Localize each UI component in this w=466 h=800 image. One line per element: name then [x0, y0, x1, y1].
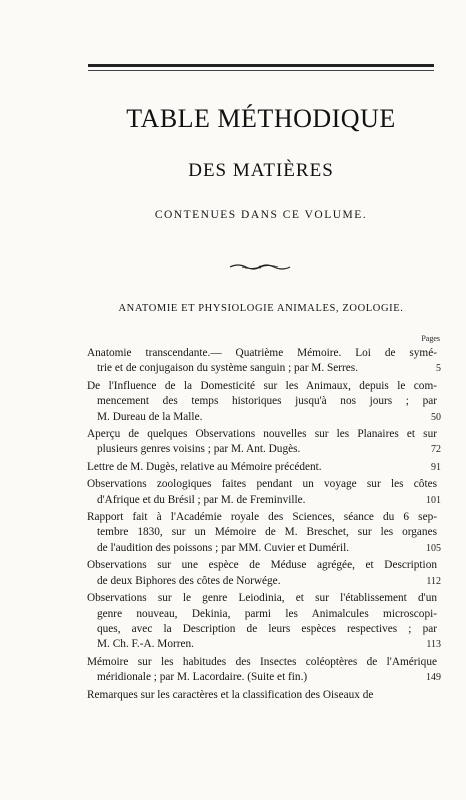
- toc-entry-line: mencement des temps historiques jusqu'à nos jours ; par: [97, 395, 437, 408]
- toc-entry: [87, 460, 441, 475]
- toc-entry-page-number: 113: [426, 639, 441, 651]
- toc-entry-line: méridionale ; par M. Lacordaire. (Suite et fin.): [97, 671, 308, 684]
- toc-entry: [87, 477, 441, 508]
- pages-column-label: Pages: [421, 334, 440, 343]
- toc-entry-line: d'Afrique et du Brésil ; par M. de Freminville.: [97, 493, 306, 506]
- toc-entry: [87, 688, 437, 703]
- toc-entry-page-number: 105: [426, 542, 441, 554]
- page-subtitle: CONTENUES DANS CE VOLUME.: [154, 209, 368, 221]
- toc-entry-page-number: 91: [431, 461, 441, 473]
- toc-entry-page-number: 149: [426, 672, 441, 684]
- toc-entry-page-number: 101: [426, 494, 441, 506]
- toc-entry-line: de deux Biphores des côtes de Norwége.: [97, 574, 281, 587]
- toc-entry-line: Anatomie transcendante.— Quatrième Mémoire. Loi de symé-: [87, 347, 437, 359]
- toc-entry-page-number: 72: [431, 444, 441, 456]
- toc-entry-line: tembre 1830, sur un Mémoire de M. Breschet, sur les organes: [97, 526, 437, 539]
- toc-entry-line: genre nouveau, Dekinia, parmi les Animalcules microscopi-: [97, 607, 437, 620]
- toc-entry-page-number: 50: [431, 411, 441, 423]
- toc-entry-page-number: 112: [426, 575, 441, 587]
- toc-entry-line: Aperçu de quelques Observations nouvelles sur les Planaires et sur: [87, 428, 437, 441]
- toc-entry-line: Mémoire sur les habitudes des Insectes coléoptères de l'Amérique: [87, 655, 437, 668]
- toc-entry-line: Observations sur le genre Leiodinia, et sur l'établissement d'un: [87, 592, 437, 605]
- toc-entry-line: M. Ch. F.-A. Morren.: [97, 638, 194, 651]
- toc-entry: [87, 379, 441, 425]
- toc-entry-line: Rapport fait à l'Académie royale des Sciences, séance du 6 sep-: [87, 511, 437, 524]
- toc-entry-line: ques, avec la Description de leurs espèces respectives ; par: [97, 622, 437, 635]
- section-heading: ANATOMIE ET PHYSIOLOGIE ANIMALES, ZOOLOGIE.: [118, 303, 404, 314]
- toc-entry-line: plusieurs genres voisins ; par M. Ant. Dugès.: [97, 443, 301, 456]
- toc-entry: [87, 558, 441, 589]
- toc-entry-line: M. Dureau de la Malle.: [97, 410, 203, 423]
- toc-entry-line: Lettre de M. Dugès, relative au Mémoire précédent.: [87, 460, 322, 473]
- toc-entry-line: Observations sur une espèce de Méduse agrégée, et Description: [87, 559, 437, 572]
- toc-entry-line: Observations zoologiques faites pendant un voyage sur les côtes: [87, 478, 437, 491]
- toc-entry: [87, 346, 441, 377]
- toc-entry-line: De l'Influence de la Domesticité sur les Animaux, depuis le com-: [87, 379, 437, 392]
- top-rule: [88, 64, 434, 67]
- top-rule-thin: [88, 70, 434, 71]
- page-title-second-line: DES MATIÈRES: [188, 160, 334, 181]
- toc-entry: [87, 591, 441, 653]
- toc-entry-page-number: 5: [436, 363, 441, 375]
- toc-entry-line: de l'audition des poissons ; par MM. Cuvier et Duméril.: [97, 541, 350, 554]
- toc-entry: [87, 510, 441, 556]
- table-of-contents: [87, 346, 441, 705]
- toc-entry: [87, 427, 441, 458]
- toc-entry: [87, 655, 441, 686]
- toc-entry-line: Remarques sur les caractères et la classification des Oiseaux de: [87, 688, 374, 701]
- ornament-divider-icon: [228, 262, 292, 272]
- toc-entry-line: trie et de conjugaison du système sanguin ; par M. Serres.: [97, 362, 359, 375]
- page-title: TABLE MÉTHODIQUE: [126, 104, 396, 133]
